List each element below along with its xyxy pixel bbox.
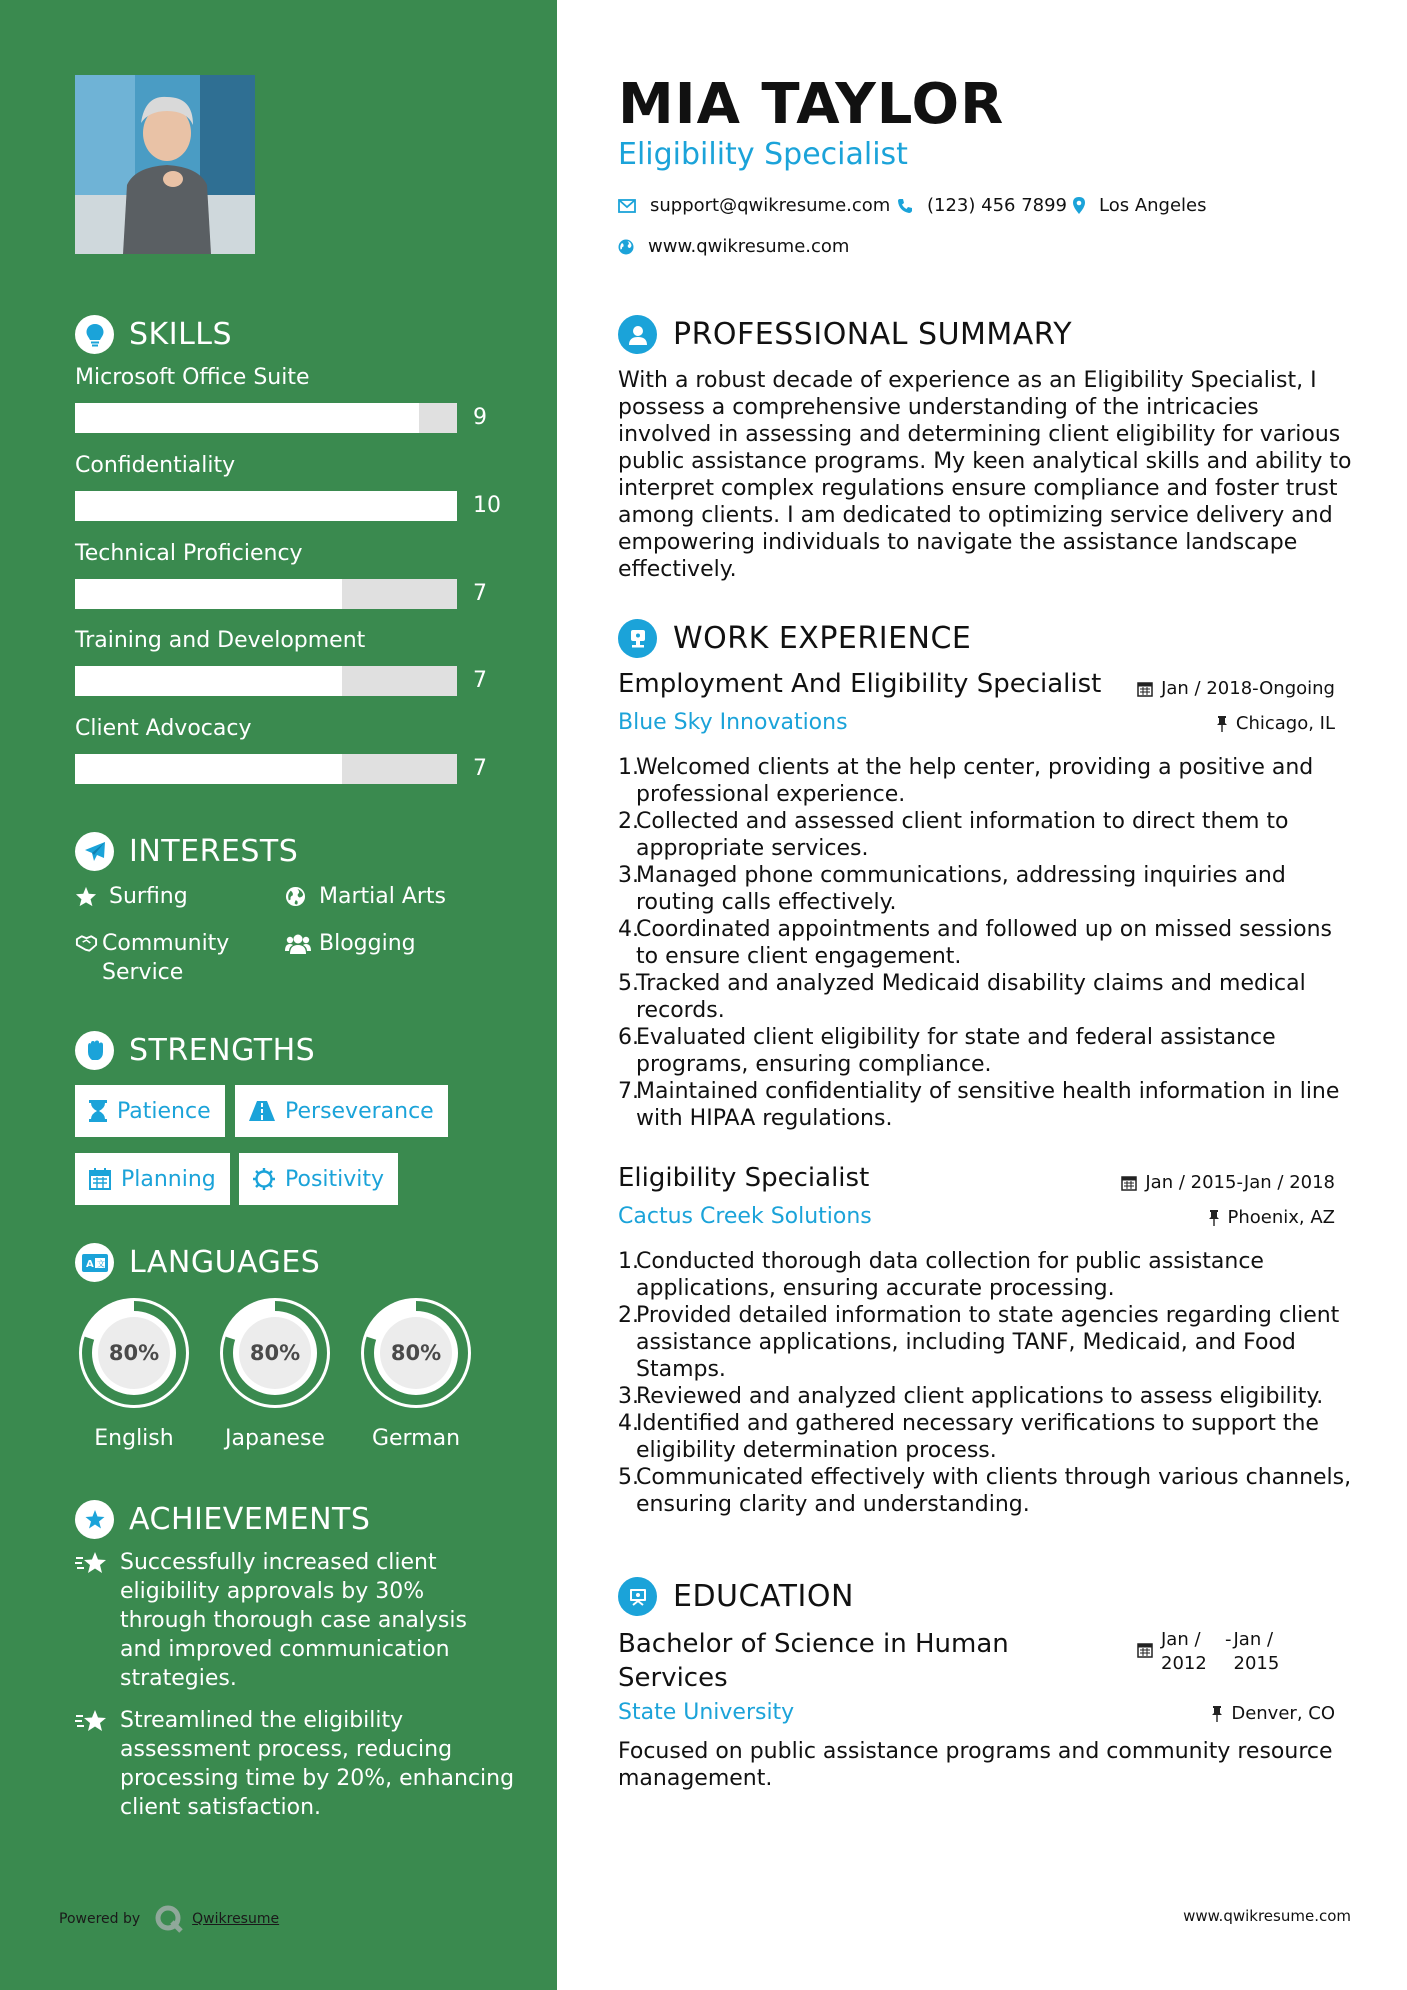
job-location-text: Chicago, IL: [1235, 713, 1335, 734]
language-name: English: [94, 1426, 174, 1451]
experience-title: WORK EXPERIENCE: [673, 621, 972, 656]
interest-label: Blogging: [319, 931, 416, 956]
award-icon: [75, 1500, 114, 1539]
achievement-star-icon: [75, 1548, 120, 1693]
road-icon: [249, 1101, 275, 1121]
profile-photo: [75, 75, 255, 254]
skill-bar: [75, 754, 457, 784]
phone-icon: [897, 198, 913, 214]
hourglass-icon: [89, 1100, 107, 1122]
list-item: 7. Maintained confidentiality of sensitive health information in line with HIPAA regulations.: [618, 1078, 1358, 1132]
language-name: German: [371, 1426, 461, 1451]
list-item: 4. Identified and gathered necessary verifications to support the eligibility determination process.: [618, 1410, 1358, 1464]
skill-bar: [75, 666, 457, 696]
job-company: Cactus Creek Solutions: [618, 1204, 872, 1229]
strength-badge: [75, 1085, 225, 1137]
skill-bar-fill: [75, 403, 419, 433]
calendar-icon: [1137, 1642, 1153, 1658]
bullet-text: Communicated effectively with clients through various channels, ensuring clarity and understanding.: [636, 1465, 1352, 1517]
language-progress-ring: [73, 1292, 195, 1414]
job-location: [1216, 713, 1335, 734]
strength-badge: [75, 1153, 230, 1205]
contact-website: [618, 236, 849, 257]
strengths-section-header: [75, 1031, 315, 1070]
skill-bar: [75, 579, 457, 609]
skill-bar-fill: [75, 491, 457, 521]
strength-badge: [239, 1153, 398, 1205]
list-item: 2. Provided detailed information to state agencies regarding client assistance applications, including TANF, Medicaid, and Food Stamps.: [618, 1302, 1358, 1383]
qwikresume-logo-icon: [154, 1904, 184, 1934]
job-dates: [1121, 1172, 1335, 1193]
experience-section-header: [618, 619, 971, 658]
user-icon: [618, 315, 657, 354]
bullet-text: Identified and gathered necessary verifications to support the eligibility determination process.: [636, 1411, 1319, 1463]
job-title: Eligibility Specialist: [618, 1163, 870, 1193]
language-item: [355, 1292, 477, 1451]
skill-score: 7: [473, 581, 487, 606]
skill-item: [75, 716, 495, 781]
skill-bar: [75, 491, 457, 521]
interests-section-header: [75, 832, 298, 871]
phone-text: (123) 456 7899: [927, 195, 1068, 216]
skill-item: [75, 541, 495, 606]
skill-score: 7: [473, 668, 487, 693]
bullet-text: Conducted thorough data collection for public assistance applications, ensuring accurate processing.: [636, 1249, 1264, 1301]
job-bullets: [618, 754, 1358, 1132]
pin-icon: [1208, 1210, 1220, 1226]
interest-item: [75, 882, 188, 911]
degree-title: Bachelor of Science in Human Services: [618, 1629, 1009, 1693]
bullet-text: Reviewed and analyzed client applications to assess eligibility.: [636, 1384, 1324, 1409]
achievements-title: ACHIEVEMENTS: [129, 1502, 371, 1537]
summary-title: PROFESSIONAL SUMMARY: [673, 317, 1073, 352]
job-dates-text: Jan / 2015-Jan / 2018: [1145, 1172, 1335, 1193]
job-company: Blue Sky Innovations: [618, 710, 848, 735]
list-item: 5. Tracked and analyzed Medicaid disability claims and medical records.: [618, 970, 1358, 1024]
handshake-icon: [75, 929, 98, 953]
skill-item: [75, 453, 501, 518]
bullet-text: Tracked and analyzed Medicaid disability claims and medical records.: [636, 971, 1306, 1023]
education-title: EDUCATION: [673, 1579, 854, 1614]
list-item: 3. Reviewed and analyzed client applications to assess eligibility.: [618, 1384, 1324, 1409]
skill-name: Client Advocacy: [75, 716, 252, 741]
education-location-text: Denver, CO: [1231, 1703, 1335, 1724]
strengths-title: STRENGTHS: [129, 1033, 316, 1068]
pin-icon: [1216, 716, 1228, 732]
skill-item: [75, 365, 495, 430]
job-bullets: [618, 1248, 1358, 1518]
interest-label: Surfing: [109, 884, 188, 909]
email-text[interactable]: support@qwikresume.com: [650, 195, 891, 216]
candidate-name: MIA TAYLOR: [618, 72, 1005, 137]
skill-bar: [75, 403, 457, 433]
powered-by: [59, 1904, 279, 1934]
interest-item: [75, 929, 265, 987]
globe-icon: [618, 239, 634, 255]
graduation-icon: [618, 1577, 657, 1616]
bullet-text: Collected and assessed client information to direct them to appropriate services.: [636, 809, 1289, 861]
strength-label: Positivity: [285, 1166, 385, 1192]
contact-phone: [897, 195, 1067, 216]
education-location: [1211, 1703, 1335, 1724]
skill-name: Confidentiality: [75, 453, 236, 478]
calendar-icon: [1121, 1175, 1137, 1191]
list-item: 1. Conducted thorough data collection for public assistance applications, ensuring accurate processing.: [618, 1248, 1358, 1302]
language-level: 80%: [249, 1341, 301, 1365]
svg-text:A: A: [85, 1258, 94, 1270]
job-dates: [1137, 678, 1335, 699]
star-icon: [75, 882, 105, 907]
powered-by-label: Powered by: [59, 1911, 141, 1927]
education-description: Focused on public assistance programs and community resource management.: [618, 1739, 1333, 1791]
bullet-text: Provided detailed information to state agencies regarding client assistance applications, including TANF, Medicaid, and Food Stamps.: [636, 1303, 1340, 1382]
location-text: Los Angeles: [1099, 195, 1207, 216]
gear-icon: [253, 1168, 275, 1190]
languages-title: LANGUAGES: [129, 1245, 321, 1280]
date-separator: -: [1225, 1629, 1232, 1650]
skill-score: 10: [473, 493, 501, 518]
language-icon: [75, 1243, 114, 1282]
job-location: [1208, 1207, 1336, 1228]
achievements-section-header: [75, 1500, 370, 1539]
strength-label: Perseverance: [285, 1098, 434, 1124]
footer-url[interactable]: www.qwikresume.com: [1183, 1907, 1351, 1925]
qwikresume-link[interactable]: Qwikresume: [192, 1911, 280, 1927]
pin-icon: [1211, 1706, 1223, 1722]
main-content: [557, 0, 1407, 1990]
paper-plane-icon: [75, 832, 114, 871]
skill-item: [75, 628, 495, 693]
achievement-text: Successfully increased client eligibility approvals by 30% through thorough case analysis and improved communication strategies.: [120, 1550, 467, 1691]
language-progress-ring: [214, 1292, 336, 1414]
lightbulb-icon: [75, 315, 114, 354]
language-item: [214, 1292, 336, 1451]
candidate-role: Eligibility Specialist: [618, 137, 908, 172]
achievement-text: Streamlined the eligibility assessment process, reducing processing time by 20%, enhancing client satisfaction.: [120, 1708, 515, 1820]
strength-badge: [235, 1085, 448, 1137]
bullet-text: Managed phone communications, addressing inquiries and routing calls effectively.: [636, 863, 1286, 915]
map-pin-icon: [1073, 197, 1085, 214]
list-item: 3. Managed phone communications, addressing inquiries and routing calls effectively.: [618, 862, 1358, 916]
interests-title: INTERESTS: [129, 834, 299, 869]
strength-label: Planning: [121, 1166, 216, 1192]
list-item: 2. Collected and assessed client information to direct them to appropriate services.: [618, 808, 1358, 862]
list-item: 5. Communicated effectively with clients through various channels, ensuring clarity and understanding.: [618, 1464, 1358, 1518]
summary-section-header: [618, 315, 1072, 354]
interest-item: [285, 929, 416, 958]
skill-name: Technical Proficiency: [75, 541, 303, 566]
education-end: Jan / 2015: [1233, 1629, 1280, 1674]
education-start: Jan / 2012: [1161, 1629, 1207, 1674]
skills-title: SKILLS: [129, 317, 233, 352]
achievement-star-icon: [75, 1706, 120, 1822]
skill-score: 9: [473, 405, 487, 430]
language-level: 80%: [390, 1341, 442, 1365]
contact-email: [618, 195, 890, 216]
users-icon: [285, 929, 315, 955]
list-item: 1. Welcomed clients at the help center, providing a positive and professional experience.: [618, 754, 1358, 808]
envelope-icon: [618, 199, 636, 213]
bullet-text: Coordinated appointments and followed up on missed sessions to ensure client engagement.: [636, 917, 1333, 969]
skill-name: Training and Development: [75, 628, 366, 653]
job-title: Employment And Eligibility Specialist: [618, 669, 1102, 699]
interest-label: Community Service: [102, 931, 230, 985]
bullet-text: Welcomed clients at the help center, providing a positive and professional experience.: [636, 755, 1314, 807]
job-dates-text: Jan / 2018-Ongoing: [1161, 678, 1335, 699]
interest-item: [285, 882, 446, 911]
calendar-icon: [89, 1168, 111, 1190]
education-section-header: [618, 1577, 854, 1616]
job-location-text: Phoenix, AZ: [1227, 1207, 1335, 1228]
interest-label: Martial Arts: [319, 884, 447, 909]
skill-score: 7: [473, 756, 487, 781]
skill-name: Microsoft Office Suite: [75, 365, 310, 390]
globe-icon: [285, 882, 315, 907]
bullet-text: Evaluated client eligibility for state and federal assistance programs, ensuring compliance.: [636, 1025, 1276, 1077]
bullet-text: Maintained confidentiality of sensitive health information in line with HIPAA regulations.: [636, 1079, 1340, 1131]
skill-bar-fill: [75, 754, 342, 784]
strength-label: Patience: [117, 1098, 211, 1124]
svg-text:文: 文: [96, 1259, 105, 1268]
skills-section-header: [75, 315, 232, 354]
list-item: 4. Coordinated appointments and followed up on missed sessions to ensure client engagement.: [618, 916, 1358, 970]
skill-bar-fill: [75, 666, 342, 696]
list-item: 6. Evaluated client eligibility for state and federal assistance programs, ensuring compliance.: [618, 1024, 1358, 1078]
language-name: Japanese: [225, 1426, 325, 1451]
summary-text: With a robust decade of experience as an Eligibility Specialist, I possess a comprehensive understanding of the intricacies involved in assessing and determining client eligibility for various public assistance programs. My keen analytical skills and ability to interpret complex regulations ensure compliance and foster trust among clients. I am dedicated to optimizing service delivery and empowering individuals to navigate the assistance landscape effectively.: [618, 368, 1352, 582]
fist-icon: [75, 1031, 114, 1070]
achievement-item: [75, 1706, 515, 1822]
school-name: State University: [618, 1700, 795, 1725]
language-progress-ring: [355, 1292, 477, 1414]
skill-bar-fill: [75, 579, 342, 609]
languages-section-header: [75, 1243, 320, 1282]
achievement-item: [75, 1548, 515, 1693]
contact-location: [1073, 195, 1207, 216]
sidebar: [0, 0, 557, 1990]
calendar-icon: [1137, 681, 1153, 697]
website-text[interactable]: www.qwikresume.com: [648, 236, 850, 257]
language-level: 80%: [108, 1341, 160, 1365]
briefcase-icon: [618, 619, 657, 658]
education-dates: [1137, 1628, 1282, 1676]
language-item: [73, 1292, 195, 1451]
